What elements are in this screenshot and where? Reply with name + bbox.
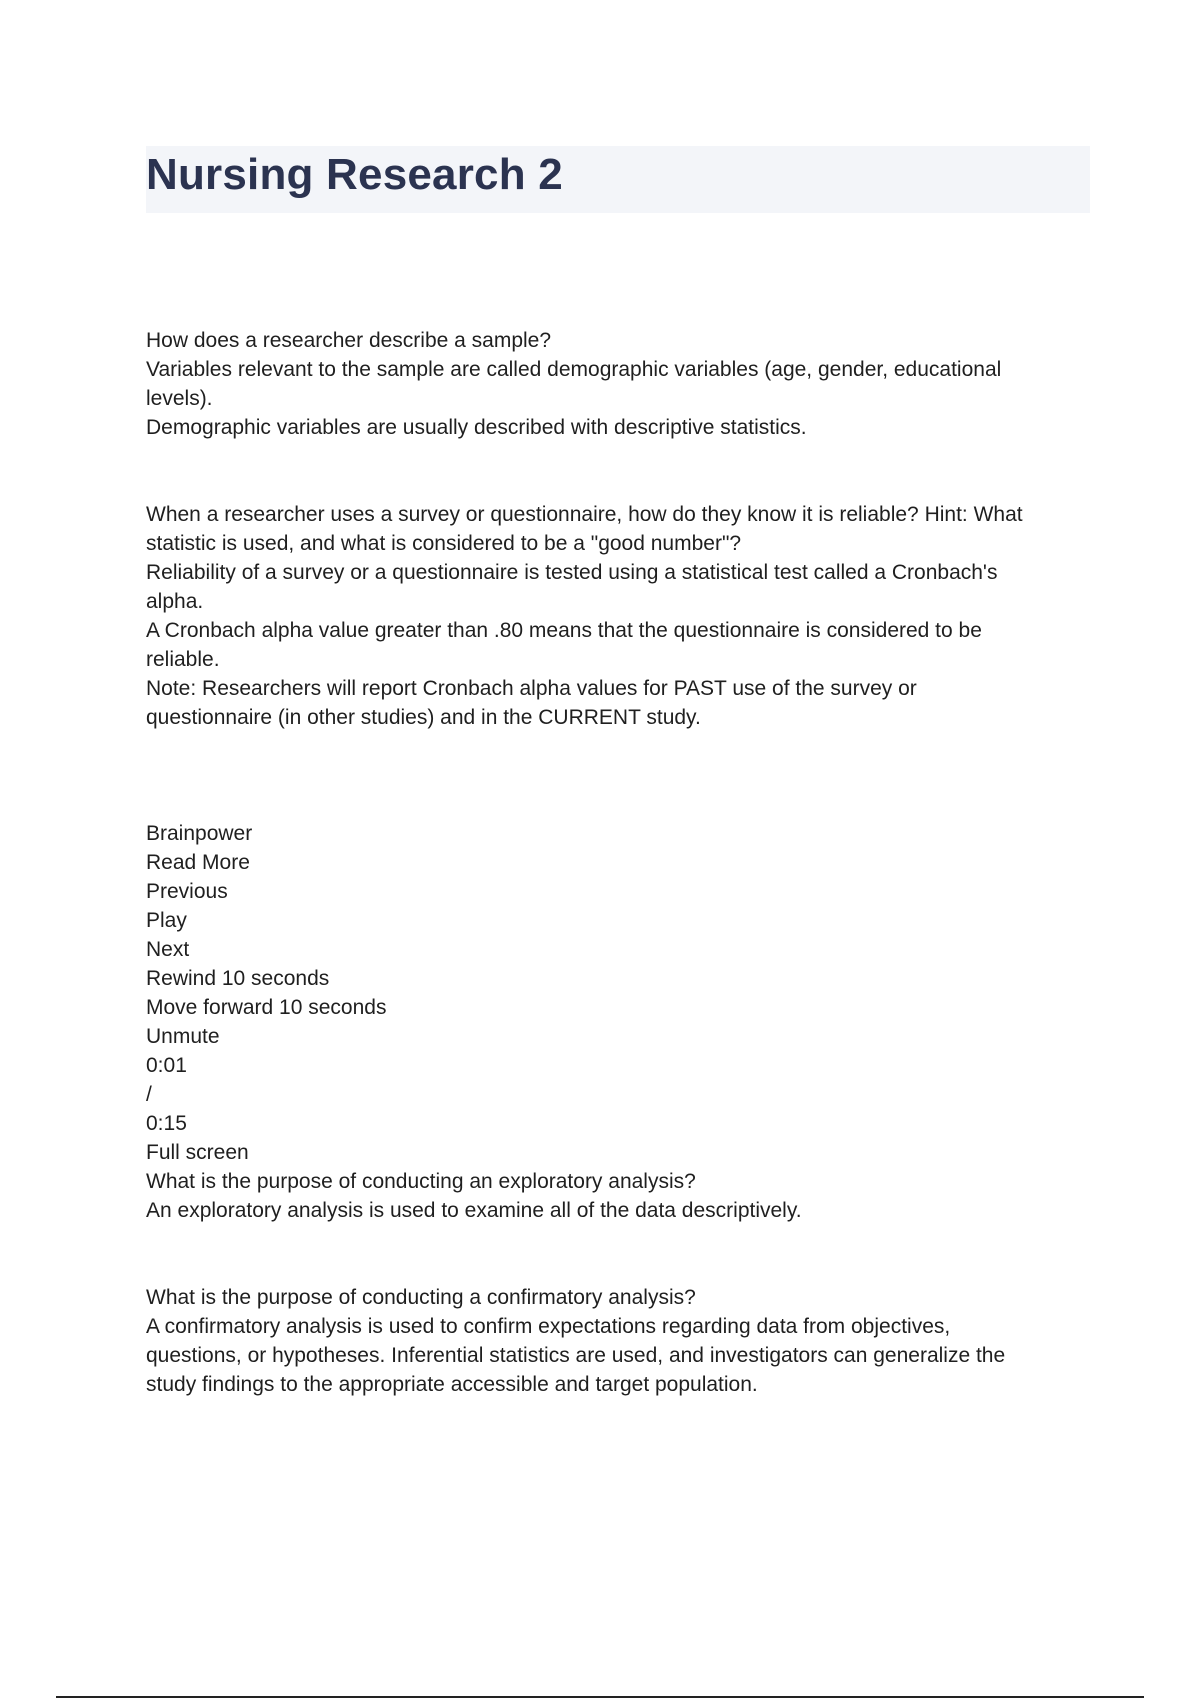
fullscreen-button[interactable]: Full screen	[146, 1141, 249, 1164]
video-player-text	[146, 819, 1076, 1167]
answer-text: alpha.	[146, 590, 204, 613]
spacer	[146, 1225, 1076, 1283]
answer-text: Variables relevant to the sample are called demographic variables (age, gender, educational	[146, 358, 1002, 381]
time-separator: /	[146, 1083, 152, 1106]
unmute-button[interactable]: Unmute	[146, 1025, 220, 1048]
current-time: 0:01	[146, 1054, 187, 1077]
note-text: questionnaire (in other studies) and in the CURRENT study.	[146, 706, 701, 729]
answer-text: A Cronbach alpha value greater than .80 means that the questionnaire is considered to be	[146, 619, 982, 642]
forward-button[interactable]: Move forward 10 seconds	[146, 996, 387, 1019]
previous-button[interactable]: Previous	[146, 880, 228, 903]
spacer	[146, 732, 1076, 819]
question-text: When a researcher uses a survey or questionnaire, how do they know it is reliable? Hint: What	[146, 503, 1023, 526]
spacer	[146, 442, 1076, 500]
qa-exploratory-analysis	[146, 1167, 1076, 1225]
qa-reliability	[146, 500, 1076, 732]
question-text: What is the purpose of conducting a confirmatory analysis?	[146, 1286, 696, 1309]
read-more-link[interactable]: Read More	[146, 851, 250, 874]
qa-confirmatory-analysis	[146, 1283, 1076, 1399]
page-bottom-rule	[56, 1696, 1144, 1698]
page-title: Nursing Research 2	[146, 150, 563, 199]
play-button[interactable]: Play	[146, 909, 187, 932]
duration: 0:15	[146, 1112, 187, 1135]
note-text: Note: Researchers will report Cronbach alpha values for PAST use of the survey or	[146, 677, 917, 700]
answer-text: reliable.	[146, 648, 220, 671]
answer-text: A confirmatory analysis is used to confirm expectations regarding data from objectives,	[146, 1315, 951, 1338]
answer-text: An exploratory analysis is used to examine all of the data descriptively.	[146, 1199, 802, 1222]
question-text: How does a researcher describe a sample?	[146, 329, 552, 352]
document-body	[146, 326, 1076, 1399]
answer-text: Reliability of a survey or a questionnaire is tested using a statistical test called a Cronbach's	[146, 561, 998, 584]
answer-text: Demographic variables are usually described with descriptive statistics.	[146, 416, 807, 439]
qa-sample-description	[146, 326, 1076, 442]
answer-text: study findings to the appropriate accessible and target population.	[146, 1373, 758, 1396]
answer-text: questions, or hypotheses. Inferential statistics are used, and investigators can generalize the	[146, 1344, 1006, 1367]
rewind-button[interactable]: Rewind 10 seconds	[146, 967, 330, 990]
question-text: statistic is used, and what is considered to be a "good number"?	[146, 532, 742, 555]
answer-text: levels).	[146, 387, 213, 410]
next-button[interactable]: Next	[146, 938, 190, 961]
question-text: What is the purpose of conducting an exploratory analysis?	[146, 1170, 696, 1193]
player-brand-label: Brainpower	[146, 822, 253, 845]
